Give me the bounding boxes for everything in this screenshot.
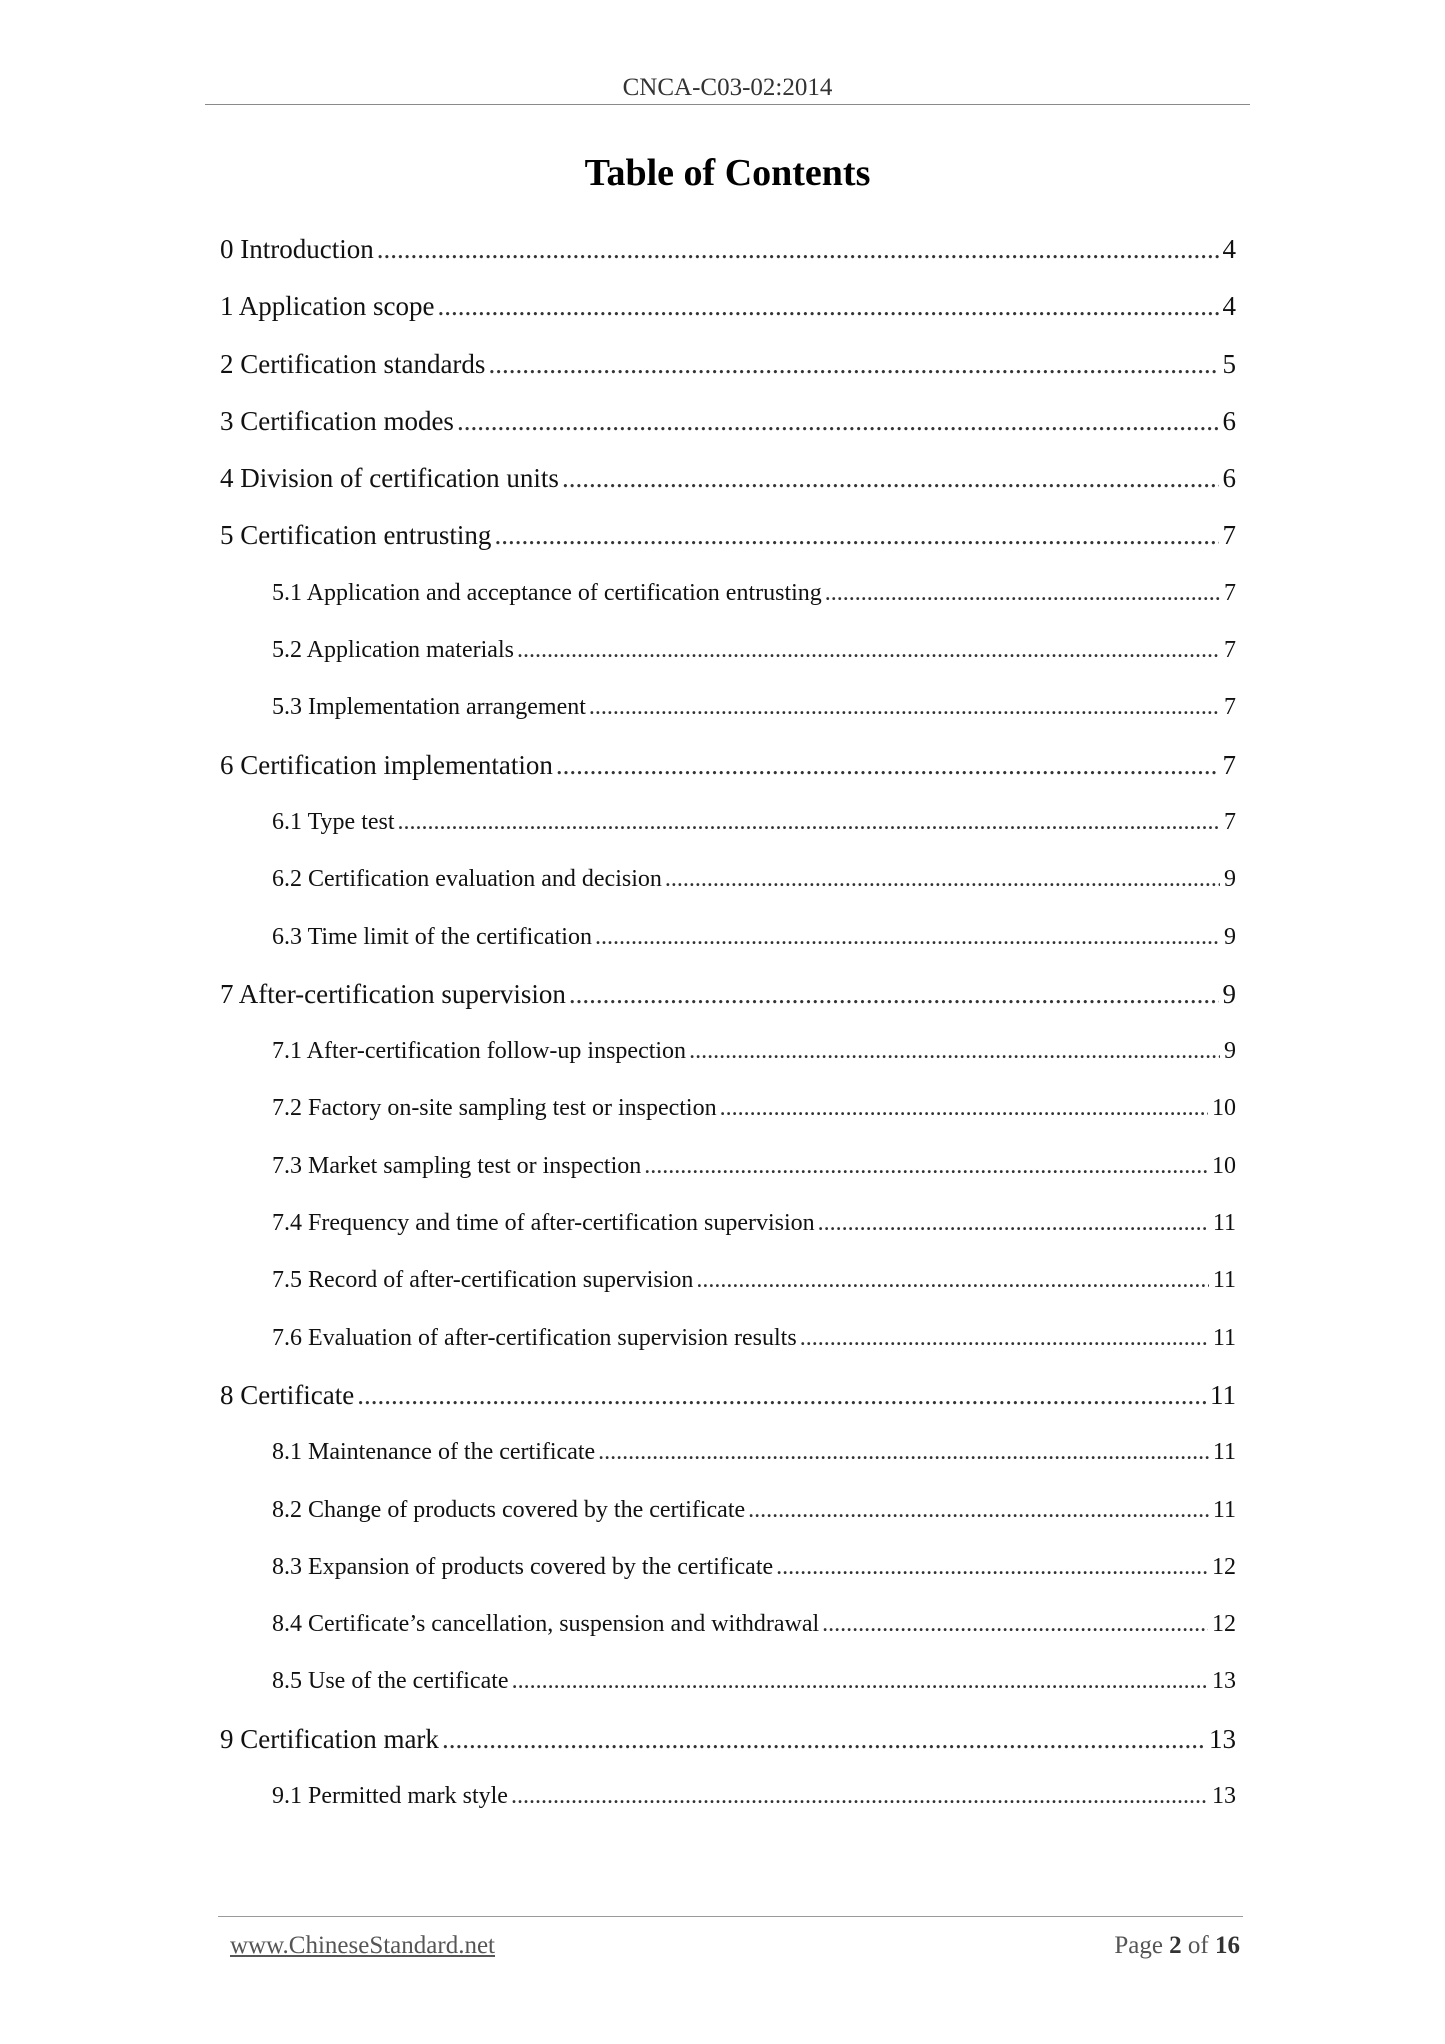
- toc-entry-label: 5.3 Implementation arrangement: [272, 694, 586, 721]
- toc-leader-dots: [748, 1497, 1209, 1524]
- toc-entry[interactable]: [220, 1265, 1236, 1322]
- toc-entry[interactable]: [220, 1036, 1236, 1093]
- toc-entry[interactable]: [220, 692, 1236, 749]
- toc-leader-dots: [822, 1611, 1208, 1638]
- toc-entry[interactable]: [220, 234, 1236, 291]
- toc-entry-page-number: 11: [1210, 1379, 1236, 1410]
- header-divider: [205, 104, 1250, 105]
- toc-entry-label: 9 Certification mark: [220, 1723, 439, 1754]
- current-page-number: 2: [1169, 1932, 1182, 1959]
- toc-entry[interactable]: [220, 349, 1236, 406]
- toc-entry-label: 4 Division of certification units: [220, 463, 559, 494]
- toc-entry[interactable]: [220, 864, 1236, 921]
- page-indicator: [1114, 1932, 1240, 1960]
- toc-entry-page-number: 7: [1224, 694, 1236, 721]
- toc-leader-dots: [689, 1038, 1220, 1065]
- toc-entry-page-number: 13: [1209, 1723, 1236, 1754]
- toc-entry-page-number: 7: [1222, 749, 1236, 780]
- toc-entry[interactable]: [220, 635, 1236, 692]
- toc-entry[interactable]: [220, 1437, 1236, 1494]
- total-pages-number: 16: [1215, 1932, 1240, 1959]
- toc-entry-page-number: 12: [1212, 1553, 1236, 1580]
- toc-leader-dots: [696, 1267, 1209, 1294]
- toc-entry-page-number: 5: [1222, 348, 1236, 379]
- toc-leader-dots: [488, 349, 1218, 380]
- toc-entry-label: 8 Certificate: [220, 1379, 355, 1410]
- toc-leader-dots: [511, 1783, 1208, 1810]
- toc-entry-page-number: 9: [1222, 978, 1236, 1009]
- toc-leader-dots: [437, 291, 1218, 322]
- toc-leader-dots: [517, 637, 1220, 664]
- toc-entry-label: 6.2 Certification evaluation and decision: [272, 866, 662, 893]
- toc-entry-label: 7.2 Factory on-site sampling test or inspection: [272, 1095, 717, 1122]
- toc-leader-dots: [825, 580, 1220, 607]
- toc-leader-dots: [598, 1439, 1209, 1466]
- toc-leader-dots: [665, 866, 1220, 893]
- toc-entry-label: 3 Certification modes: [220, 405, 454, 436]
- toc-entry-label: 9.1 Permitted mark style: [272, 1783, 508, 1810]
- toc-entry[interactable]: [220, 578, 1236, 635]
- toc-entry-page-number: 11: [1212, 1324, 1236, 1351]
- toc-entry[interactable]: [220, 1724, 1236, 1781]
- toc-list: [220, 234, 1236, 1838]
- toc-entry-page-number: 10: [1212, 1152, 1236, 1179]
- toc-leader-dots: [442, 1724, 1205, 1755]
- toc-entry-page-number: 4: [1222, 291, 1236, 322]
- toc-entry-label: 6 Certification implementation: [220, 749, 553, 780]
- toc-entry[interactable]: [220, 1552, 1236, 1609]
- toc-entry-page-number: 9: [1224, 923, 1236, 950]
- toc-entry-label: 0 Introduction: [220, 234, 374, 264]
- toc-entry-label: 8.4 Certificate’s cancellation, suspension and withdrawal: [272, 1611, 820, 1638]
- toc-leader-dots: [644, 1153, 1208, 1180]
- toc-leader-dots: [357, 1380, 1206, 1411]
- toc-entry-page-number: 4: [1222, 234, 1236, 264]
- toc-leader-dots: [377, 234, 1219, 265]
- toc-entry[interactable]: [220, 291, 1236, 348]
- toc-entry-page-number: 12: [1212, 1611, 1236, 1638]
- toc-title: Table of Contents: [584, 152, 871, 194]
- toc-leader-dots: [556, 750, 1219, 781]
- toc-entry-label: 7.6 Evaluation of after-certification supervision results: [272, 1324, 797, 1351]
- toc-entry-page-number: 7: [1224, 637, 1236, 664]
- toc-entry[interactable]: [220, 922, 1236, 979]
- toc-entry-page-number: 7: [1222, 520, 1236, 551]
- toc-leader-dots: [457, 406, 1219, 437]
- toc-entry[interactable]: [220, 979, 1236, 1036]
- toc-entry[interactable]: [220, 406, 1236, 463]
- toc-entry[interactable]: [220, 1208, 1236, 1265]
- toc-entry-page-number: 11: [1212, 1267, 1236, 1294]
- toc-entry-label: 8.3 Expansion of products covered by the certificate: [272, 1553, 774, 1580]
- toc-entry-label: 7.5 Record of after-certification supervision: [272, 1267, 694, 1294]
- toc-entry-page-number: 9: [1224, 866, 1236, 893]
- toc-entry-label: 7.3 Market sampling test or inspection: [272, 1152, 642, 1179]
- toc-entry[interactable]: [220, 1495, 1236, 1552]
- of-word: of: [1187, 1932, 1209, 1959]
- toc-entry[interactable]: [220, 1666, 1236, 1723]
- document-code-header: CNCA-C03-02:2014: [622, 74, 833, 101]
- toc-entry-label: 5.1 Application and acceptance of certification entrusting: [272, 579, 822, 606]
- toc-entry-label: 7 After-certification supervision: [220, 978, 566, 1009]
- toc-leader-dots: [800, 1325, 1209, 1352]
- toc-entry[interactable]: [220, 807, 1236, 864]
- toc-entry[interactable]: [220, 1781, 1236, 1838]
- toc-entry-page-number: 6: [1222, 463, 1236, 494]
- footer-divider: [218, 1916, 1243, 1917]
- toc-entry[interactable]: [220, 1151, 1236, 1208]
- toc-entry-label: 6.1 Type test: [272, 808, 395, 835]
- toc-leader-dots: [494, 520, 1218, 551]
- toc-entry-page-number: 11: [1212, 1439, 1236, 1466]
- toc-entry-label: 8.2 Change of products covered by the certificate: [272, 1496, 746, 1523]
- toc-entry-label: 7.1 After-certification follow-up inspection: [272, 1038, 687, 1065]
- toc-leader-dots: [512, 1668, 1208, 1695]
- toc-entry-page-number: 11: [1212, 1496, 1236, 1523]
- toc-entry[interactable]: [220, 1380, 1236, 1437]
- toc-leader-dots: [818, 1210, 1209, 1237]
- toc-leader-dots: [776, 1554, 1208, 1581]
- toc-entry[interactable]: [220, 463, 1236, 520]
- toc-entry-label: 2 Certification standards: [220, 348, 486, 379]
- toc-leader-dots: [595, 924, 1220, 951]
- toc-entry-page-number: 7: [1224, 808, 1236, 835]
- toc-entry[interactable]: [220, 1323, 1236, 1380]
- toc-entry-page-number: 13: [1212, 1783, 1236, 1810]
- toc-entry-label: 5.2 Application materials: [272, 637, 514, 664]
- website-link[interactable]: www.ChineseStandard.net: [230, 1932, 495, 1959]
- toc-entry-label: 7.4 Frequency and time of after-certification supervision: [272, 1210, 815, 1237]
- toc-entry-label: 8.1 Maintenance of the certificate: [272, 1439, 596, 1466]
- toc-entry[interactable]: [220, 520, 1236, 577]
- toc-entry[interactable]: [220, 750, 1236, 807]
- toc-leader-dots: [589, 694, 1220, 721]
- toc-entry-page-number: 11: [1212, 1210, 1236, 1237]
- toc-entry-label: 6.3 Time limit of the certification: [272, 923, 592, 950]
- toc-leader-dots: [398, 809, 1220, 836]
- toc-entry[interactable]: [220, 1093, 1236, 1150]
- toc-entry-label: 8.5 Use of the certificate: [272, 1668, 509, 1695]
- toc-entry-label: 5 Certification entrusting: [220, 520, 492, 551]
- toc-entry-label: 1 Application scope: [220, 291, 435, 322]
- toc-entry-page-number: 6: [1222, 405, 1236, 436]
- toc-entry[interactable]: [220, 1609, 1236, 1666]
- toc-leader-dots: [562, 463, 1219, 494]
- toc-entry-page-number: 13: [1212, 1668, 1236, 1695]
- page-word: Page: [1114, 1932, 1163, 1959]
- toc-leader-dots: [569, 979, 1219, 1010]
- toc-entry-page-number: 9: [1224, 1038, 1236, 1065]
- toc-entry-page-number: 7: [1224, 579, 1236, 606]
- toc-leader-dots: [720, 1095, 1208, 1122]
- toc-entry-page-number: 10: [1212, 1095, 1236, 1122]
